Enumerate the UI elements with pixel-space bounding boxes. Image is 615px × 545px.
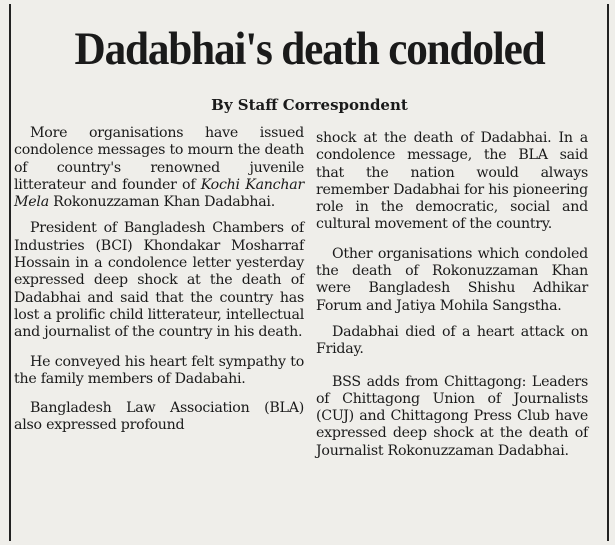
right-column xyxy=(316,130,588,469)
paragraph-intro-italic: Kochi Kanchar Mela xyxy=(14,176,304,211)
left-border-rule xyxy=(9,4,11,541)
paragraph-intro-text: More organisations have issued condolence messages to mourn the death of country's renowned juvenile litterateur and founder of xyxy=(14,125,304,193)
paragraph-bci: President of Bangladesh Chambers of Industries (BCI) Khondakar Mosharraf Hossain in a condolence letter yesterday expressed deep shock at the death of Dadabhai and said that the country has lost a prolific child litterateur, intellectual and journalist of the country in his death. xyxy=(14,220,304,341)
paragraph-died: Dadabhai died of a heart attack on Friday. xyxy=(316,323,588,358)
left-column xyxy=(14,125,304,444)
headline: Dadabhai's death condoled xyxy=(74,23,545,75)
paragraph-intro-rest: Rokonuzzaman Khan Dadabhai. xyxy=(48,194,275,211)
paragraph-other-orgs: Other organisations which condoled the death of Rokonuzzaman Khan were Bangladesh Shishu Adhikar Forum and Jatiya Mohila Sangstha. xyxy=(316,245,588,314)
byline: By Staff Correspondent xyxy=(211,96,408,114)
paragraph-bla-continued: shock at the death of Dadabhai. In a condolence message, the BLA said that the nation would always remember Dadabhai for his pioneering role in the democratic, social and cultural movement of the country. xyxy=(316,130,588,233)
paragraph-bss: BSS adds from Chittagong: Leaders of Chittagong Union of Journalists (CUJ) and Chittagong Press Club have expressed deep shock at the death of Journalist Rokonuzzaman Dadabhai. xyxy=(316,373,588,459)
paragraph-sympathy: He conveyed his heart felt sympathy to the family members of Dadabahi. xyxy=(14,353,304,387)
paragraph-intro xyxy=(14,125,304,211)
right-border-rule xyxy=(607,4,609,541)
paragraph-bla-start: Bangladesh Law Association (BLA) also expressed profound xyxy=(14,400,304,434)
